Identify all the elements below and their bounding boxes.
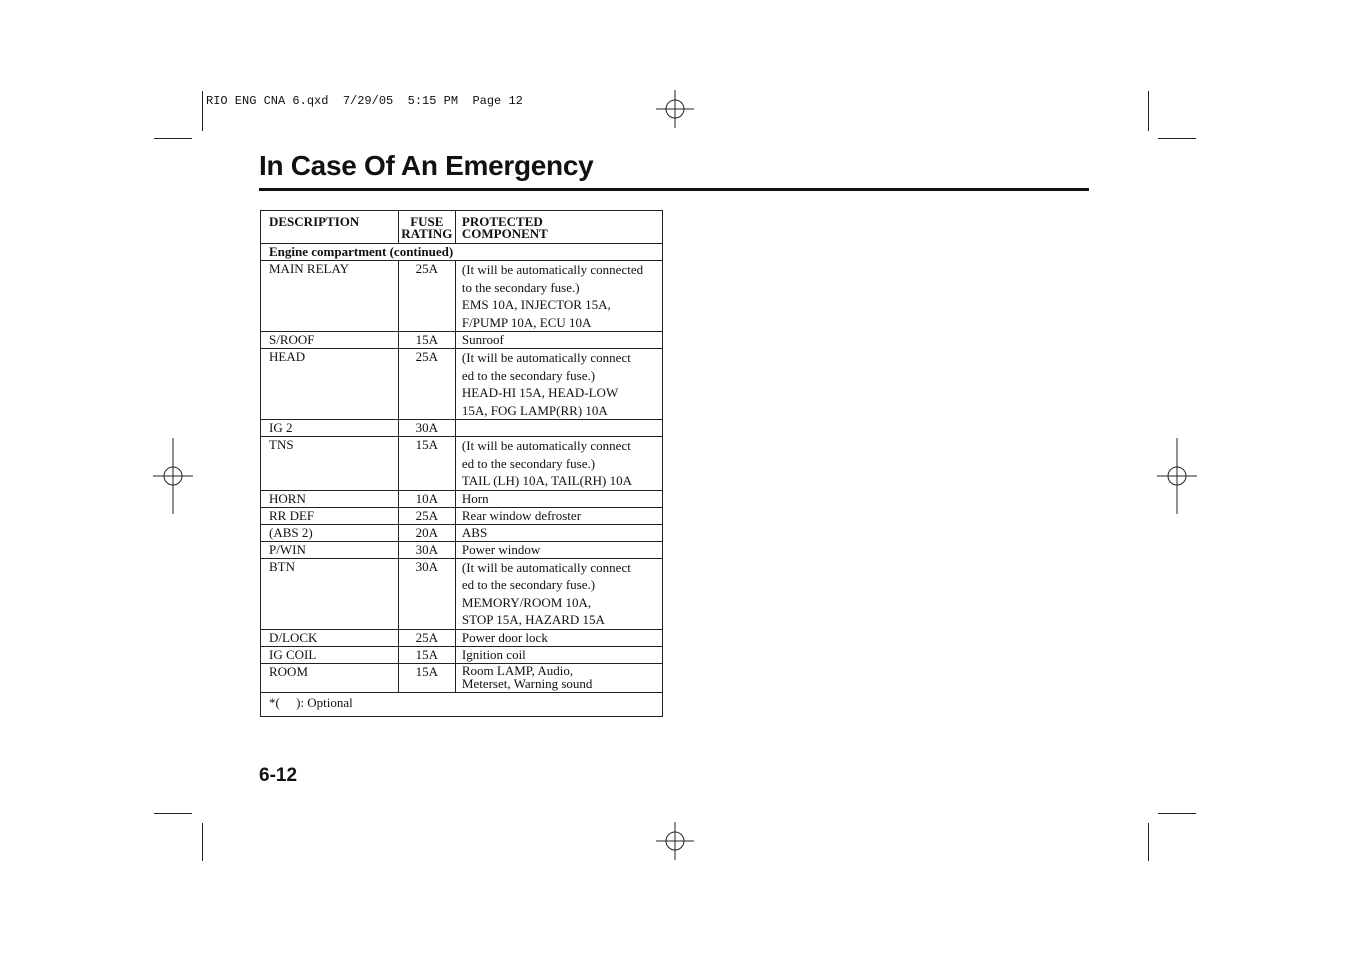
table-row	[261, 541, 663, 558]
component-line: Power window	[461, 541, 541, 557]
fuse-rating: 30A	[398, 420, 455, 437]
table-row	[261, 629, 663, 646]
protected-component	[455, 349, 662, 420]
component-line: EMS 10A, INJECTOR 15A,	[461, 297, 611, 312]
protected-component	[455, 261, 662, 332]
table-row	[261, 490, 663, 507]
fuse-rating: 15A	[398, 646, 455, 663]
table-header-row	[261, 211, 663, 244]
protected-component	[455, 558, 662, 629]
footnote-row	[261, 692, 663, 716]
component-line: Sunroof	[461, 332, 504, 347]
fuse-description: (ABS 2)	[261, 524, 399, 541]
component-line: ed to the secondary fuse.)	[461, 455, 596, 471]
header-fuse-rating: FUSE RATING	[398, 211, 455, 244]
protected-component	[455, 437, 662, 491]
table-row	[261, 558, 663, 629]
component-line: Meterset, Warning sound	[461, 675, 593, 691]
protected-component	[455, 420, 662, 437]
component-line: TAIL (LH) 10A, TAIL(RH) 10A	[461, 473, 633, 488]
crop-mark	[202, 91, 203, 131]
section-label: Engine compartment (continued)	[261, 244, 663, 261]
section-row	[261, 244, 663, 261]
table-row	[261, 507, 663, 524]
registration-mark-icon	[153, 438, 193, 514]
header-description: DESCRIPTION	[261, 211, 399, 244]
fuse-rating: 30A	[398, 541, 455, 558]
table-row	[261, 437, 663, 491]
protected-component	[455, 524, 662, 541]
registration-mark-icon	[656, 822, 694, 860]
component-line: (It will be automatically connect	[461, 438, 631, 453]
component-line: to the secondary fuse.)	[461, 279, 580, 295]
table-row	[261, 332, 663, 349]
fuse-description: HORN	[261, 490, 399, 507]
crop-mark	[1158, 813, 1196, 814]
protected-component	[455, 332, 662, 349]
table-row	[261, 646, 663, 663]
title-rule	[259, 188, 1089, 191]
registration-mark-icon	[1157, 438, 1197, 514]
fuse-rating: 25A	[398, 261, 455, 332]
crop-mark	[1148, 91, 1149, 131]
footnote: *( ): Optional	[261, 692, 663, 716]
component-line: Horn	[461, 490, 489, 506]
fuse-description: BTN	[261, 558, 399, 629]
fuse-rating: 30A	[398, 558, 455, 629]
component-line: ABS	[461, 524, 488, 540]
fuse-rating: 15A	[398, 332, 455, 349]
table-row	[261, 663, 663, 692]
fuse-description: HEAD	[261, 349, 399, 420]
component-line: ed to the secondary fuse.)	[461, 577, 596, 592]
fuse-rating: 15A	[398, 663, 455, 692]
fuse-rating: 25A	[398, 349, 455, 420]
fuse-description: IG COIL	[261, 646, 399, 663]
page-number: 6-12	[259, 765, 298, 786]
protected-component	[455, 663, 662, 692]
component-line: HEAD-HI 15A, HEAD-LOW	[461, 385, 619, 400]
fuse-description: P/WIN	[261, 541, 399, 558]
registration-mark-icon	[656, 90, 694, 128]
table-row	[261, 261, 663, 332]
component-line: (It will be automatically connect	[461, 559, 631, 575]
component-line: Rear window defroster	[461, 507, 582, 523]
component-line	[462, 420, 656, 436]
component-line: STOP 15A, HAZARD 15A	[461, 612, 605, 627]
fuse-rating: 20A	[398, 524, 455, 541]
component-line: Ignition coil	[461, 646, 526, 662]
component-line: Power door lock	[461, 629, 548, 645]
component-line: ed to the secondary fuse.)	[461, 367, 596, 383]
fuse-rating: 25A	[398, 507, 455, 524]
component-line: 15A, FOG LAMP(RR) 10A	[461, 402, 608, 418]
fuse-description: IG 2	[261, 420, 399, 437]
fuse-description: MAIN RELAY	[261, 261, 399, 332]
protected-component	[455, 646, 662, 663]
table-row	[261, 420, 663, 437]
component-line: (It will be automatically connected	[461, 262, 644, 277]
table-row	[261, 349, 663, 420]
component-line: MEMORY/ROOM 10A,	[461, 594, 592, 610]
fuse-description: TNS	[261, 437, 399, 491]
page-title: In Case Of An Emergency	[259, 150, 594, 181]
protected-component	[455, 507, 662, 524]
crop-mark	[202, 823, 203, 861]
crop-mark	[154, 138, 192, 139]
fuse-description: ROOM	[261, 663, 399, 692]
component-line: F/PUMP 10A, ECU 10A	[461, 314, 592, 330]
fuse-description: RR DEF	[261, 507, 399, 524]
header-protected-component: PROTECTED COMPONENT	[455, 211, 662, 244]
fuse-description: D/LOCK	[261, 629, 399, 646]
protected-component	[455, 490, 662, 507]
crop-mark	[1158, 138, 1196, 139]
print-slug: RIO ENG CNA 6.qxd 7/29/05 5:15 PM Page 12	[206, 94, 523, 108]
table-row	[261, 524, 663, 541]
fuse-rating: 10A	[398, 490, 455, 507]
component-line: (It will be automatically connect	[461, 350, 631, 365]
fuse-rating: 25A	[398, 629, 455, 646]
component-line: Room LAMP, Audio,	[461, 662, 574, 678]
protected-component	[455, 629, 662, 646]
crop-mark	[154, 813, 192, 814]
fuse-description: S/ROOF	[261, 332, 399, 349]
crop-mark	[1148, 823, 1149, 861]
protected-component	[455, 541, 662, 558]
fuse-rating: 15A	[398, 437, 455, 491]
fuse-table	[260, 210, 663, 717]
